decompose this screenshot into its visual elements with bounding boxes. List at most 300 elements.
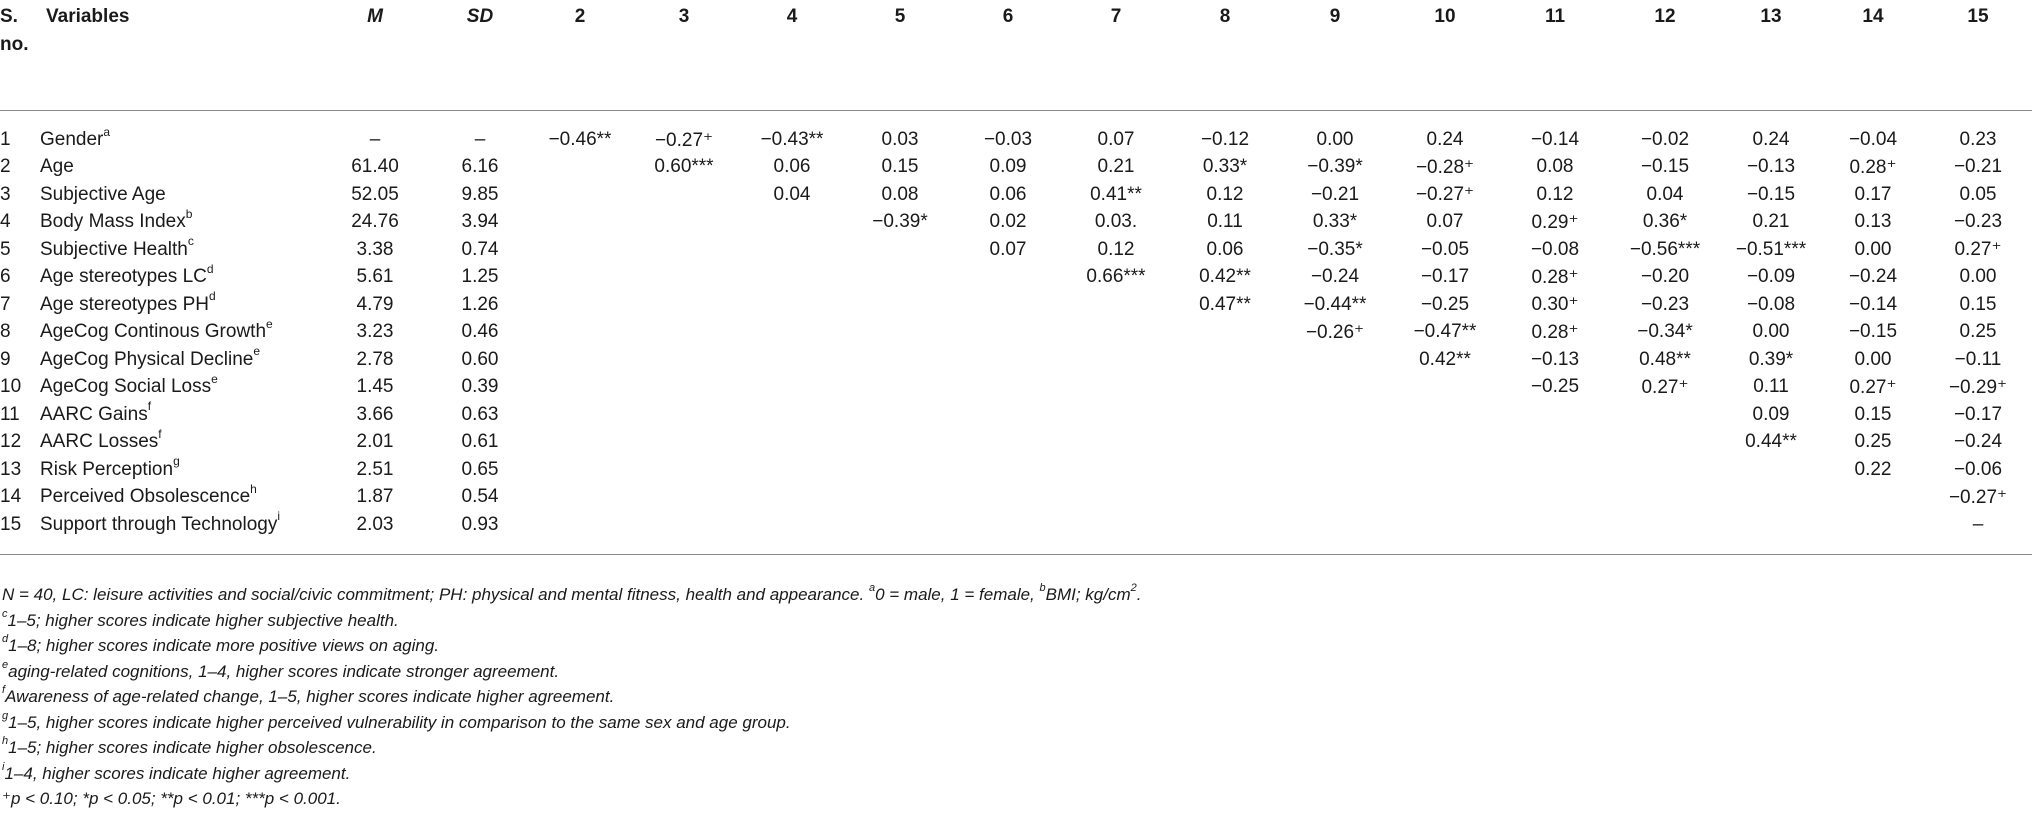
correlation-cell: 0.25 [1854,431,1892,453]
correlation-cell [630,374,738,402]
mean-value: – [369,129,381,150]
correlation-cell: 0.12 [1536,183,1574,205]
correlation-cell: −0.44** [1303,293,1367,315]
correlation-cell [1170,374,1280,402]
correlation-cell: 0.47** [1199,293,1251,315]
correlation-cell: −0.39* [1307,156,1363,178]
header-col-7: 7 [1110,6,1122,27]
correlation-cell [1390,484,1500,512]
header-variables: Variables [46,6,130,27]
correlation-cell: −0.27⁺ [1415,184,1475,206]
table-row [0,511,2032,555]
correlation-cell [846,401,954,429]
correlation-cell: – [1972,513,1984,535]
variable-name [40,110,320,154]
correlation-cell: 0.27⁺ [1641,376,1689,398]
variable-footnote-marker: d [208,289,216,304]
correlation-cell: 0.24 [1426,129,1464,150]
correlation-cell [846,511,954,555]
correlation-cell: 0.28⁺ [1849,156,1897,178]
correlation-cell [1062,511,1170,555]
correlation-cell: −0.24 [1953,431,2003,453]
correlation-cell: 0.27⁺ [1849,376,1897,398]
correlation-cell: 0.00 [1316,129,1354,150]
row-number: 14 [0,486,22,508]
table-row [0,401,2032,429]
correlation-cell: 0.28⁺ [1531,266,1579,288]
correlation-cell: 0.00 [1752,321,1790,343]
header-col-10: 10 [1434,6,1456,27]
correlation-cell [846,346,954,374]
correlation-cell [630,181,738,209]
row-number: 4 [0,211,11,233]
table-body [0,110,2032,555]
table-row [0,209,2032,237]
correlation-cell: −0.28⁺ [1415,156,1475,178]
variable-name [40,261,320,292]
variable-name [40,316,320,347]
correlation-cell: −0.24 [1310,266,1360,288]
correlation-cell [1280,511,1390,555]
correlation-cell: −0.56*** [1629,238,1701,260]
mean-value: 52.05 [351,183,399,205]
correlation-cell: 0.39* [1748,348,1794,370]
mean-value: 4.79 [356,293,394,315]
header-sd: SD [466,6,494,27]
variable-name [40,346,320,374]
variable-label: AARC Gains [40,403,148,425]
header-sno-line2: no. [0,34,29,55]
correlation-cell: 0.03 [881,129,919,150]
variable-footnote-marker: i [277,509,280,524]
correlation-cell: −0.12 [1200,129,1250,150]
sd-value: 0.60 [461,348,499,370]
mean-value: 2.51 [356,458,394,480]
correlation-cell: 0.42** [1419,348,1471,370]
variable-footnote-marker: f [147,399,152,414]
correlation-cell [530,374,630,402]
variable-label: Age stereotypes PH [40,293,209,315]
correlation-cell: 0.48** [1639,348,1691,370]
table-row [0,346,2032,374]
correlation-cell: 0.08 [1536,156,1574,178]
correlation-cell [1610,401,1720,429]
variable-footnote-marker: e [253,344,261,359]
correlation-cell [1170,511,1280,555]
correlation-cell: −0.39* [872,211,928,233]
table-row [0,456,2032,484]
correlation-cell [954,511,1062,555]
correlation-cell: −0.04 [1848,129,1898,150]
row-number: 12 [0,431,22,453]
variable-name [40,154,320,182]
correlation-cell: 0.15 [1854,403,1892,425]
mean-value: 2.03 [356,513,394,535]
correlation-cell [530,154,630,182]
correlation-cell [630,264,738,292]
variable-name [40,206,320,237]
sd-value: 0.39 [461,376,499,398]
correlation-cell: −0.23 [1640,293,1690,315]
correlation-cell: −0.14 [1530,129,1580,150]
correlation-cell: −0.17 [1420,266,1470,288]
correlation-cell [738,484,846,512]
correlation-cell: 0.21 [1097,156,1135,178]
row-number: 15 [0,513,22,535]
correlation-cell: 0.06 [773,156,811,178]
footnote-e: $^e$aging-related cognitions, 1–4, higher scores indicate stronger agreement. [2,658,560,681]
correlation-cell [1822,511,1924,555]
sd-value: 0.63 [461,403,499,425]
correlation-cell: 0.12 [1206,183,1244,205]
correlation-cell [954,319,1062,347]
correlation-cell: −0.15 [1746,183,1796,205]
variable-name [40,481,320,512]
correlation-cell: −0.05 [1420,238,1470,260]
header-col-14: 14 [1862,6,1884,27]
correlation-cell [1170,484,1280,512]
correlation-cell: 0.04 [773,183,811,205]
row-number: 8 [0,321,11,343]
correlation-cell: −0.51*** [1735,238,1807,260]
correlation-cell: −0.06 [1953,458,2003,480]
sd-value: 1.25 [461,266,499,288]
header-mean: M [367,6,383,27]
table-row [0,319,2032,347]
correlation-cell [846,456,954,484]
footnote-d: $^d$1–8; higher scores indicate more positive views on aging. [2,633,440,655]
correlation-cell [738,429,846,457]
sd-value: 0.61 [461,431,499,453]
correlation-cell: −0.29⁺ [1948,376,2008,398]
variable-footnote-marker: f [158,426,162,441]
correlation-cell [630,429,738,457]
correlation-cell: 0.00 [1854,238,1892,260]
correlation-cell [530,236,630,264]
correlation-cell [1280,401,1390,429]
correlation-cell: 0.44** [1745,431,1797,453]
correlation-cell [738,456,846,484]
variable-name [40,456,320,484]
correlation-cell: 0.15 [881,156,919,178]
correlation-cell: 0.06 [989,183,1027,205]
header-col-15: 15 [1967,6,1989,27]
mean-value: 3.23 [356,321,394,343]
correlation-cell [1610,511,1720,555]
correlation-cell: 0.24 [1752,129,1790,150]
row-number: 7 [0,293,11,315]
variable-label: AgeCog Physical Decline [40,348,254,370]
correlation-cell [846,374,954,402]
correlation-cell [1720,456,1822,484]
correlation-cell: 0.23 [1959,129,1997,150]
correlation-cell [738,401,846,429]
correlation-cell [530,319,630,347]
footnote-g: $^g$1–5, higher scores indicate higher perceived vulnerability in comparison to the same sex and age group. [2,709,791,732]
row-number: 5 [0,238,11,260]
correlation-cell [846,429,954,457]
correlation-cell: 0.60*** [654,156,714,178]
correlation-cell [954,429,1062,457]
correlation-cell: −0.13 [1746,156,1796,178]
correlation-cell [1390,374,1500,402]
variable-name [40,236,320,264]
correlation-cell: 0.04 [1646,183,1684,205]
variable-footnote-marker: g [173,454,180,469]
correlation-cell [530,484,630,512]
correlation-cell: −0.25 [1420,293,1470,315]
table-row [0,429,2032,457]
correlation-cell [530,291,630,319]
correlation-cell [954,484,1062,512]
correlation-cell [1500,484,1610,512]
correlation-cell [1280,456,1390,484]
row-number: 3 [0,183,11,205]
correlation-table [0,6,2032,555]
correlation-cell [530,511,630,555]
correlation-cell: −0.17 [1953,403,2003,425]
mean-value: 1.45 [356,376,394,398]
correlation-cell: −0.21 [1310,183,1360,205]
footnote-i: $^i$1–4, higher scores indicate higher agreement. [2,760,351,783]
correlation-cell [1170,456,1280,484]
correlation-cell: 0.41** [1090,183,1142,205]
correlation-cell [1822,484,1924,512]
row-number: 1 [0,129,11,150]
correlation-cell [738,319,846,347]
correlation-cell: −0.24 [1848,266,1898,288]
variable-name [40,371,320,402]
correlation-cell [846,236,954,264]
correlation-cell [1610,456,1720,484]
row-number: 2 [0,156,11,178]
table-footnotes [2,582,1142,812]
variable-label: Age stereotypes LC [40,266,207,288]
table-header-row [0,6,2032,110]
correlation-cell: 0.13 [1854,211,1892,233]
footnote-c: $^c$1–5; higher scores indicate higher subjective health. [2,607,399,630]
correlation-cell: 0.30⁺ [1531,294,1579,316]
correlation-cell [1500,401,1610,429]
correlation-cell: −0.13 [1530,348,1580,370]
correlation-cell [630,346,738,374]
correlation-cell [1280,484,1390,512]
header-col-3: 3 [678,6,690,27]
correlation-cell: 0.12 [1097,238,1135,260]
sd-value: 0.74 [461,238,499,260]
correlation-cell [1062,374,1170,402]
header-col-12: 12 [1654,6,1676,27]
sd-value: 6.16 [461,156,499,178]
correlation-cell [1390,511,1500,555]
variable-name [40,291,320,319]
correlation-cell [1062,429,1170,457]
correlation-cell: 0.21 [1752,211,1790,233]
correlation-cell [846,291,954,319]
correlation-cell: 0.03. [1094,211,1138,233]
variable-name [40,511,320,555]
correlation-cell [630,511,738,555]
header-sno-line1: S. [0,6,18,27]
mean-value: 1.87 [356,486,394,508]
correlation-cell: 0.36* [1642,211,1688,233]
variable-label: Age [40,156,74,178]
correlation-cell [738,374,846,402]
correlation-cell: 0.11 [1753,376,1789,398]
mean-value: 3.66 [356,403,394,425]
header-col-9: 9 [1329,6,1341,27]
correlation-cell: −0.20 [1640,266,1690,288]
sd-value: 0.54 [461,486,499,508]
correlation-cell [738,511,846,555]
correlation-cell: 0.06 [1206,238,1244,260]
correlation-cell [1062,456,1170,484]
correlation-cell: −0.47** [1413,321,1477,343]
correlation-cell [1280,374,1390,402]
correlation-cell [954,346,1062,374]
correlation-cell [530,209,630,237]
header-col-13: 13 [1760,6,1782,27]
row-number: 9 [0,348,11,370]
header-sno [0,6,40,110]
footnote-significance: ⁺p < 0.10; *p < 0.05; **p < 0.01; ***p < 0.001. [2,789,341,808]
correlation-cell: 0.66*** [1086,266,1146,288]
correlation-cell: 0.28⁺ [1531,321,1579,343]
correlation-cell [1390,456,1500,484]
correlation-cell [1610,484,1720,512]
row-number: 11 [0,403,20,425]
header-col-5: 5 [894,6,906,27]
correlation-cell: −0.02 [1640,129,1690,150]
correlation-cell [530,264,630,292]
correlation-cell [630,401,738,429]
correlation-cell [1062,484,1170,512]
correlation-cell [630,319,738,347]
correlation-cell: −0.23 [1953,211,2003,233]
correlation-cell [1280,346,1390,374]
sd-value: 1.26 [461,293,499,315]
correlation-cell: −0.15 [1848,321,1898,343]
correlation-cell [1170,319,1280,347]
correlation-cell [1390,401,1500,429]
variable-label: Gender [40,129,104,150]
correlation-cell: −0.46** [548,129,612,150]
correlation-cell [630,484,738,512]
variable-footnote-marker: e [211,371,218,386]
correlation-cell [1720,511,1822,555]
variable-name [40,181,320,209]
header-col-11: 11 [1544,6,1566,27]
variable-label: AgeCog Social Loss [40,376,212,398]
variable-name [40,426,320,457]
header-col-4: 4 [786,6,798,27]
correlation-cell [1500,456,1610,484]
mean-value: 2.78 [356,348,394,370]
correlation-cell: −0.26⁺ [1305,321,1365,343]
correlation-cell: 0.07 [989,238,1027,260]
correlation-cell: 0.02 [989,211,1027,233]
variable-label: Perceived Obsolescence [40,486,251,508]
variable-label: Risk Perception [40,458,174,480]
variable-label: Subjective Health [40,238,188,260]
row-number: 13 [0,458,22,480]
correlation-cell: 0.09 [989,156,1027,178]
correlation-cell: 0.22 [1854,458,1892,480]
table-row [0,291,2032,319]
mean-value: 61.40 [351,156,399,178]
correlation-cell [530,456,630,484]
sd-value: 3.94 [461,211,499,233]
correlation-cell: 0.27⁺ [1954,239,2002,261]
correlation-cell [1170,429,1280,457]
correlation-cell [1062,346,1170,374]
correlation-cell: −0.27⁺ [654,129,714,151]
correlation-cell [738,264,846,292]
correlation-cell [530,401,630,429]
correlation-cell: 0.00 [1854,348,1892,370]
table-row [0,374,2032,402]
mean-value: 3.38 [356,238,394,260]
table-row [0,181,2032,209]
correlation-cell [738,209,846,237]
correlation-cell [1062,319,1170,347]
correlation-cell [1062,401,1170,429]
correlation-cell: −0.09 [1746,266,1796,288]
table-row [0,110,2032,154]
correlation-cell: −0.25 [1530,376,1580,398]
sd-value: 0.46 [461,321,499,343]
correlation-cell [1500,511,1610,555]
table-row [0,154,2032,182]
correlation-cell: 0.33* [1202,156,1248,178]
correlation-cell [954,456,1062,484]
correlation-cell [954,291,1062,319]
correlation-cell: 0.42** [1199,266,1251,288]
correlation-cell [1500,429,1610,457]
correlation-cell: −0.11 [1954,348,2002,370]
variable-footnote-marker: c [187,234,194,249]
correlation-cell [630,291,738,319]
correlation-cell [1390,429,1500,457]
correlation-cell [1610,429,1720,457]
footnote-h: $^h$1–5; higher scores indicate higher obsolescence. [2,735,377,757]
variable-name [40,401,320,429]
row-number: 10 [0,376,22,398]
correlation-cell: −0.08 [1530,238,1580,260]
sd-value: 9.85 [461,183,499,205]
correlation-cell: −0.08 [1746,293,1796,315]
correlation-cell [738,236,846,264]
table-row [0,484,2032,512]
mean-value: 2.01 [356,431,394,453]
correlation-cell [1720,484,1822,512]
correlation-cell [738,291,846,319]
correlation-cell: −0.43** [760,129,824,150]
header-col-8: 8 [1219,6,1231,27]
variable-label: AgeCog Continous Growth [40,321,267,343]
correlation-cell [1170,346,1280,374]
correlation-cell [1170,401,1280,429]
correlation-cell [530,346,630,374]
correlation-cell [846,319,954,347]
correlation-cell: 0.00 [1959,266,1997,288]
correlation-cell [954,401,1062,429]
correlation-cell: −0.03 [983,129,1033,150]
correlation-cell: 0.17 [1854,183,1892,205]
row-number: 6 [0,266,11,288]
variable-label: AARC Losses [40,431,159,453]
correlation-cell [1280,429,1390,457]
